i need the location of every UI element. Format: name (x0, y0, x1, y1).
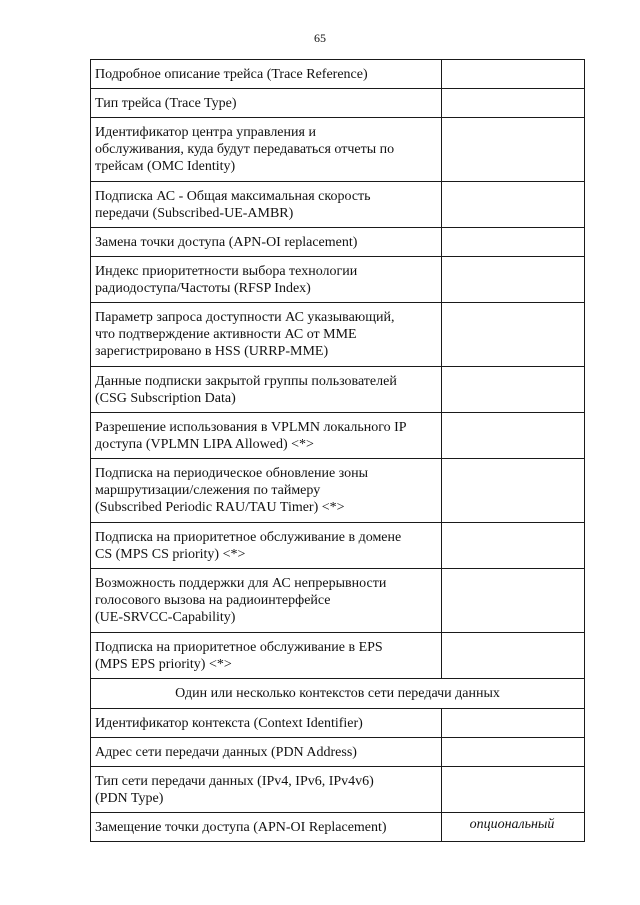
parameter-description-line: Подписка АС - Общая максимальная скорость (95, 188, 371, 204)
parameters-table-body (91, 60, 585, 842)
parameter-description-line: доступа (VPLMN LIPA Allowed) <*> (95, 436, 314, 452)
parameter-description (91, 303, 442, 367)
parameter-description-line: передачи (Subscribed-UE-AMBR) (95, 205, 294, 221)
parameter-value (442, 182, 585, 228)
parameter-description-line: (Subscribed Periodic RAU/TAU Timer) <*> (95, 500, 345, 515)
table-row (91, 633, 585, 679)
table-row (91, 459, 585, 523)
parameter-description-line: маршрутизации/слежения по таймеру (95, 483, 321, 498)
parameter-description-line: Идентификатор центра управления и (95, 125, 316, 140)
parameter-description-line: Параметр запроса доступности АС указывающий, (95, 310, 395, 325)
parameter-description (91, 459, 442, 523)
parameter-description-line: Подписка на приоритетное обслуживание в EPS (95, 639, 383, 655)
parameter-description-line: голосового вызова на радиоинтерфейсе (95, 593, 331, 608)
parameter-description (91, 60, 442, 89)
table-row (91, 709, 585, 738)
parameter-description-line: Индекс приоритетности выбора технологии (95, 263, 358, 279)
table-row (91, 303, 585, 367)
section-header: Один или несколько контекстов сети передачи данных (91, 679, 585, 709)
parameter-description-line: Разрешение использования в VPLMN локального IP (95, 419, 407, 435)
parameter-description (91, 413, 442, 459)
table-row (91, 89, 585, 118)
parameter-description (91, 523, 442, 569)
table-section-row (91, 679, 585, 709)
parameter-value-optional: опциональный (442, 813, 585, 842)
parameters-table (90, 59, 585, 842)
parameter-description (91, 118, 442, 182)
parameter-value (442, 738, 585, 767)
parameter-description-line: Тип трейса (Trace Type) (95, 95, 237, 111)
parameter-description-line: зарегистрировано в HSS (URRP-MME) (95, 344, 329, 359)
table-row (91, 813, 585, 842)
parameter-value (442, 569, 585, 633)
parameter-value (442, 767, 585, 813)
parameter-description-line: радиодоступа/Частоты (RFSP Index) (95, 280, 311, 296)
parameter-description (91, 709, 442, 738)
table-row (91, 228, 585, 257)
parameter-description (91, 89, 442, 118)
parameter-value (442, 118, 585, 182)
parameter-description-line: Подробное описание трейса (Trace Reference) (95, 66, 368, 82)
parameter-value (442, 89, 585, 118)
parameter-description-line: Замена точки доступа (APN-OI replacement) (95, 234, 358, 250)
table-row (91, 413, 585, 459)
parameter-value (442, 413, 585, 459)
parameter-description (91, 738, 442, 767)
parameter-value (442, 60, 585, 89)
table-row (91, 367, 585, 413)
parameter-description (91, 569, 442, 633)
table-row (91, 182, 585, 228)
parameter-description-line: что подтверждение активности АС от MME (95, 327, 357, 342)
table-row (91, 60, 585, 89)
table-row (91, 767, 585, 813)
parameter-value (442, 367, 585, 413)
parameter-description (91, 257, 442, 303)
table-row (91, 257, 585, 303)
parameter-description (91, 767, 442, 813)
table-row (91, 523, 585, 569)
parameter-description-line: Адрес сети передачи данных (PDN Address) (95, 744, 357, 760)
parameter-description-line: Подписка на периодическое обновление зоны (95, 466, 369, 481)
parameter-description (91, 633, 442, 679)
parameter-description-line: (UE-SRVCC-Capability) (95, 610, 236, 625)
parameter-description-line: CS (MPS CS priority) <*> (95, 546, 246, 562)
table-row (91, 118, 585, 182)
parameter-description-line: Тип сети передачи данных (IPv4, IPv6, IPv4v6) (95, 773, 374, 789)
parameter-value (442, 633, 585, 679)
parameter-description-line: (PDN Type) (95, 790, 164, 806)
parameter-description-line: обслуживания, куда будут передаваться отчеты по (95, 142, 395, 157)
parameter-value (442, 228, 585, 257)
parameter-value (442, 257, 585, 303)
parameter-value (442, 303, 585, 367)
table-row (91, 738, 585, 767)
parameter-value (442, 459, 585, 523)
parameter-description-line: Идентификатор контекста (Context Identifier) (95, 715, 363, 731)
page-number: 65 (314, 31, 326, 45)
parameter-description-line: трейсам (OMC Identity) (95, 159, 236, 174)
parameter-description (91, 813, 442, 842)
table-row (91, 569, 585, 633)
parameter-description-line: Подписка на приоритетное обслуживание в домене (95, 529, 402, 545)
parameter-description-line: Возможность поддержки для АС непрерывности (95, 576, 387, 591)
parameter-description (91, 228, 442, 257)
parameter-description-line: Замещение точки доступа (APN-OI Replacement) (95, 819, 387, 835)
parameter-description-line: (CSG Subscription Data) (95, 390, 236, 406)
parameter-description-line: (MPS EPS priority) <*> (95, 656, 232, 672)
parameter-description-line: Данные подписки закрытой группы пользователей (95, 373, 397, 389)
parameter-description (91, 182, 442, 228)
parameter-description (91, 367, 442, 413)
parameter-value (442, 709, 585, 738)
parameter-value (442, 523, 585, 569)
